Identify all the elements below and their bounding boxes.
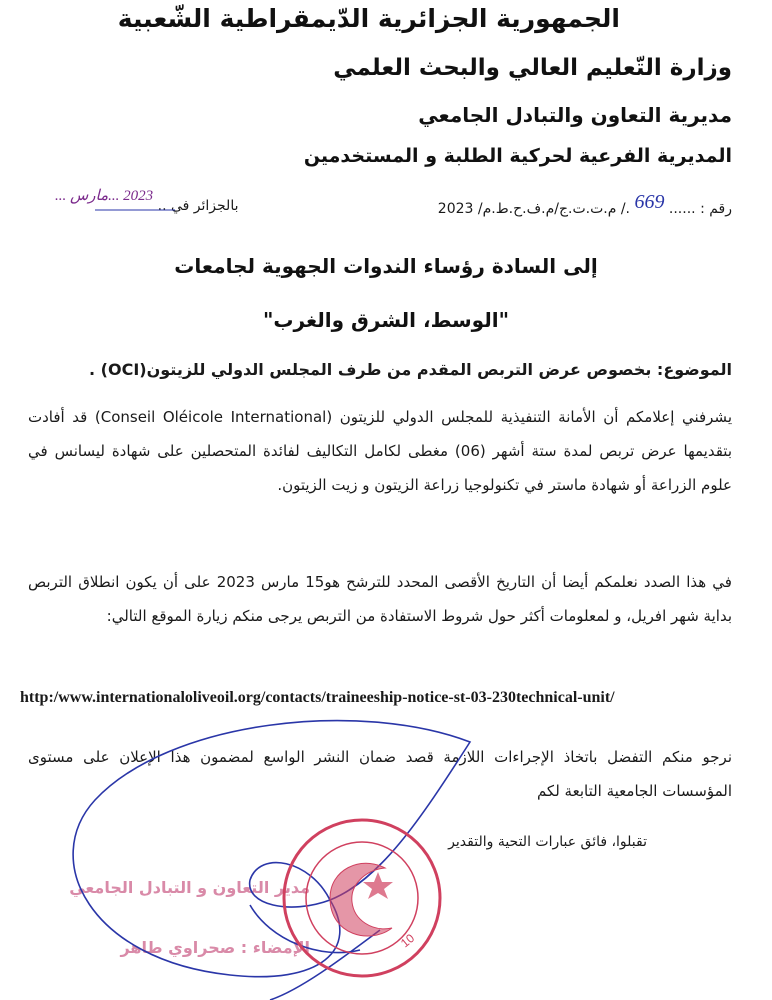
stamp-number: 10 [397,930,418,951]
reference-label: رقم : [700,201,732,217]
reference-code: ./ م.ت.ت.ج/م.ف.ح.ط.م/ 2023 [437,201,630,217]
body-paragraph-2: في هذا الصدد نعلمكم أيضا أن التاريخ الأقصى المحدد للترشح هو15 مارس 2023 على أن يكون انطلاق التربص بداية شهر افريل، و لمعلومات أكثر حول شروط الاستفادة من التربص يرجى منكم زيارة الموقع التالي: [28,573,732,625]
body-paragraph-3: نرجو منكم التفضل باتخاذ الإجراءات اللازمة قصد ضمان النشر الواسع لمضمون هذا الإعلان على مستوى المؤسسات الجامعية التابعة لكم [28,748,732,800]
subdirectorate-heading: المديرية الفرعية لحركية الطلبة و المستخدمين [303,145,732,167]
directorate-heading: مديرية التعاون والتبادل الجامعي [418,103,732,127]
place-label: بالجزائر في .. [157,198,239,214]
reference-handwritten-number: 669 [634,191,665,213]
republic-heading: الجمهورية الجزائرية الدّيمقراطية الشّعبية [117,4,620,33]
reference-dots: ...... [668,201,696,217]
addressee-line-2: "الوسط، الشرق والغرب" [262,308,509,332]
addressee-line-1: إلى السادة رؤساء الندوات الجهوية لجامعات [174,254,598,278]
signatory-name: الإمضاء : صحراوي طاهر [120,938,310,957]
signatory-title: مدير التعاون و التبادل الجامعي [69,878,310,897]
body-paragraph-1: يشرفني إعلامكم أن الأمانة التنفيذية للمجلس الدولي للزيتون (Conseil Oléicole International) قد أفادت بتقديمها عرض تربص لمدة ستة أشهر (06) مغطى لكامل التكاليف لفائدة المتحصلين على شهادة ليسانس في علوم الزراعة أو شهادة ماستر في تكنولوجيا زراعة الزيتون و زيت الزيتون. [28,408,733,494]
official-stamp [284,820,440,976]
website-link[interactable]: http:/www.internationaloliveoil.org/contacts/traineeship-notice-st-03-230technical-unit/ [20,689,615,706]
subject-line: الموضوع: بخصوص عرض التربص المقدم من طرف المجلس الدولي للزيتون(OCI) . [89,360,732,379]
ministry-heading: وزارة التّعليم العالي والبحث العلمي [333,55,732,81]
closing-salutation: تقبلوا، فائق عبارات التحية والتقدير [448,834,647,850]
handwritten-date: 2023 ...مارس ... [55,188,154,204]
